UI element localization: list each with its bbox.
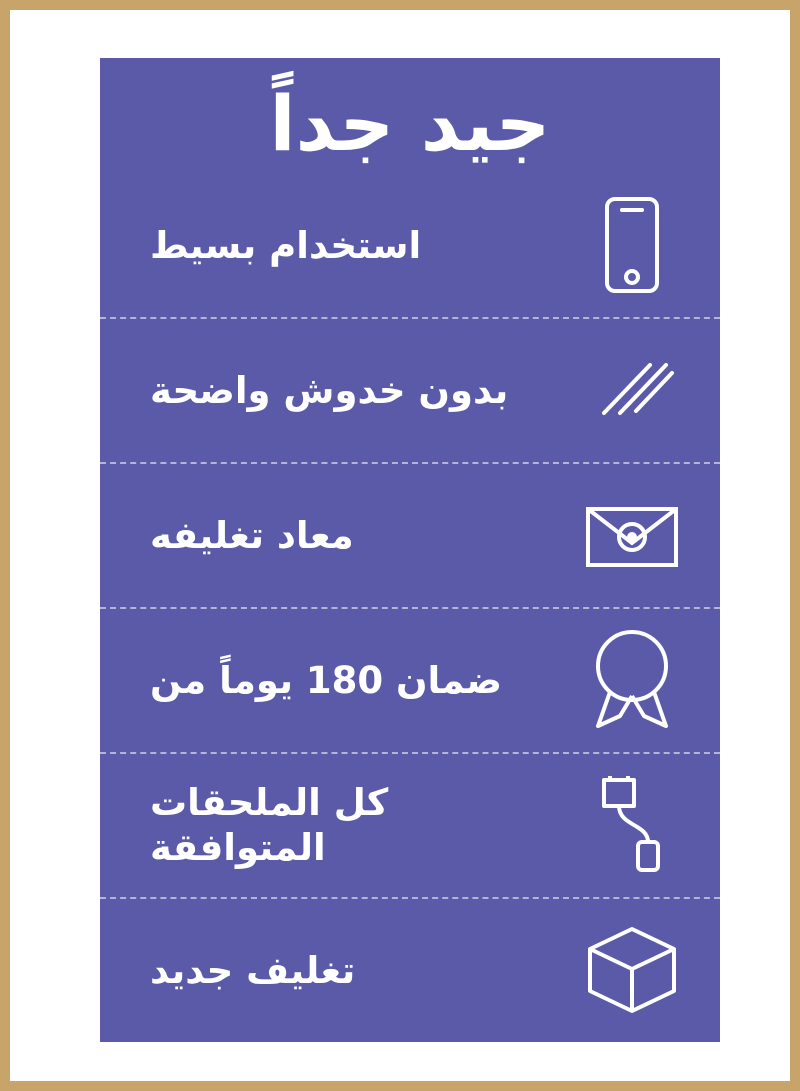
feature-panel	[100, 58, 720, 1042]
sealed-envelope-icon	[572, 476, 692, 594]
warranty-badge-icon	[572, 621, 692, 739]
feature-list	[100, 174, 720, 1042]
list-item-label: ضمان 180 يوماً من	[150, 658, 503, 702]
list-item-label: تغليف جديد	[150, 948, 356, 992]
list-item	[100, 174, 720, 317]
list-item	[100, 897, 720, 1042]
list-item	[100, 462, 720, 607]
scratch-lines-icon	[572, 331, 692, 449]
box-package-icon	[572, 911, 692, 1029]
smartphone-icon	[572, 186, 692, 304]
page-title: جيد جداً	[269, 79, 551, 168]
list-item-label: معاد تغليفه	[150, 513, 354, 557]
list-item	[100, 607, 720, 752]
list-item-label: كل الملحقات المتوافقة	[150, 781, 389, 870]
usb-cable-icon	[572, 766, 692, 884]
list-item	[100, 752, 720, 897]
list-item-label: بدون خدوش واضحة	[150, 368, 509, 412]
list-item	[100, 317, 720, 462]
list-item-label: استخدام بسيط	[150, 223, 422, 267]
